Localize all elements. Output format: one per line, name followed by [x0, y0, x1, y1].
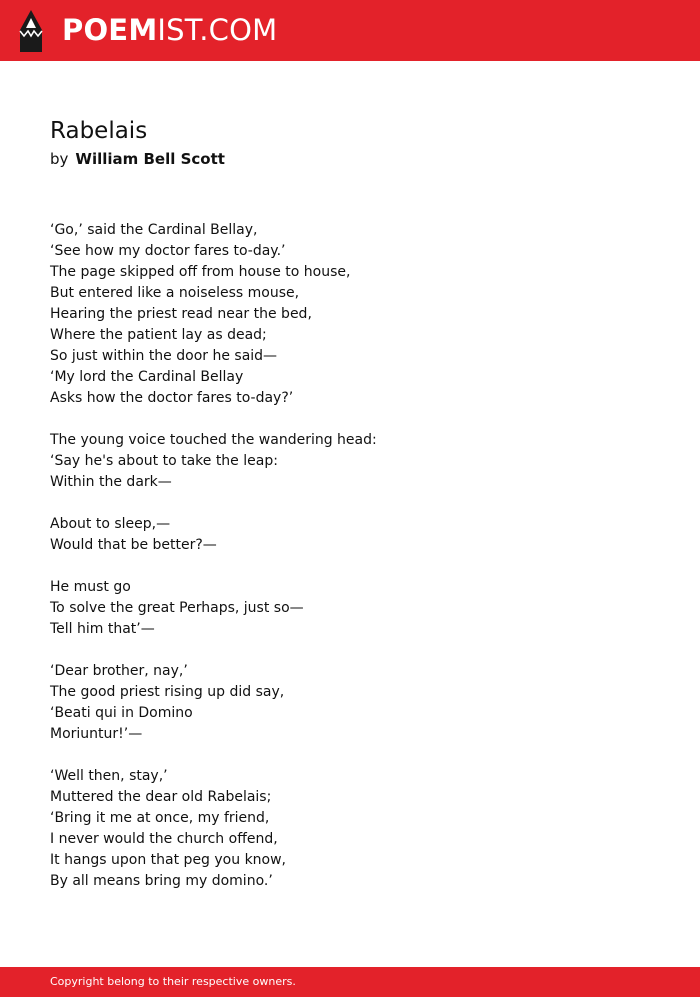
stanza [50, 220, 650, 409]
poem-line: By all means bring my domino.’ [50, 873, 273, 889]
byline [50, 148, 650, 170]
poem-content [50, 116, 650, 913]
poem-line: So just within the door he said— [50, 348, 278, 364]
poem-line: The good priest rising up did say, [50, 684, 285, 700]
poem-line: Hearing the priest read near the bed, [50, 306, 312, 322]
poem-line: ‘Go,’ said the Cardinal Bellay, [50, 222, 258, 238]
poem-line: The young voice touched the wandering head: [50, 432, 377, 448]
stanza [50, 430, 650, 493]
poem-line: Where the patient lay as dead; [50, 327, 267, 343]
pencil-icon[interactable] [18, 10, 44, 52]
logo-light-text: IST.COM [157, 13, 278, 47]
copyright-text: Copyright belong to their respective owners. [50, 975, 296, 988]
poem-line: ‘Say he's about to take the leap: [50, 453, 278, 469]
poem-line: Within the dark— [50, 474, 172, 490]
poem-line: He must go [50, 579, 131, 595]
poem-title: Rabelais [50, 118, 148, 144]
site-logo[interactable] [62, 13, 277, 47]
poem-line: But entered like a noiseless mouse, [50, 285, 300, 301]
poem-line: Tell him that’— [50, 621, 155, 637]
poem-line: The page skipped off from house to house, [50, 264, 351, 280]
site-header [0, 0, 700, 61]
stanza [50, 766, 650, 892]
poem-line: ‘Well then, stay,’ [50, 768, 168, 784]
site-footer [0, 967, 700, 997]
poem-line: It hangs upon that peg you know, [50, 852, 287, 868]
stanza [50, 577, 650, 640]
author-name: William Bell Scott [75, 150, 225, 168]
poem-line: ‘Beati qui in Domino [50, 705, 193, 721]
poem-line: About to sleep,— [50, 516, 171, 532]
stanza [50, 514, 650, 556]
poem-line: ‘Bring it me at once, my friend, [50, 810, 270, 826]
by-label: by [50, 150, 69, 168]
poem-line: ‘See how my doctor fares to-day.’ [50, 243, 286, 259]
poem-line: I never would the church offend, [50, 831, 278, 847]
poem-body [50, 220, 650, 892]
poem-line: To solve the great Perhaps, just so— [50, 600, 304, 616]
poem-line: Muttered the dear old Rabelais; [50, 789, 272, 805]
poem-line: Moriuntur!’— [50, 726, 143, 742]
poem-line: Would that be better?— [50, 537, 217, 553]
poem-line: ‘My lord the Cardinal Bellay [50, 369, 244, 385]
logo-bold-text: POEM [62, 13, 158, 47]
poem-line: Asks how the doctor fares to-day?’ [50, 390, 294, 406]
stanza [50, 661, 650, 745]
poem-line: ‘Dear brother, nay,’ [50, 663, 188, 679]
